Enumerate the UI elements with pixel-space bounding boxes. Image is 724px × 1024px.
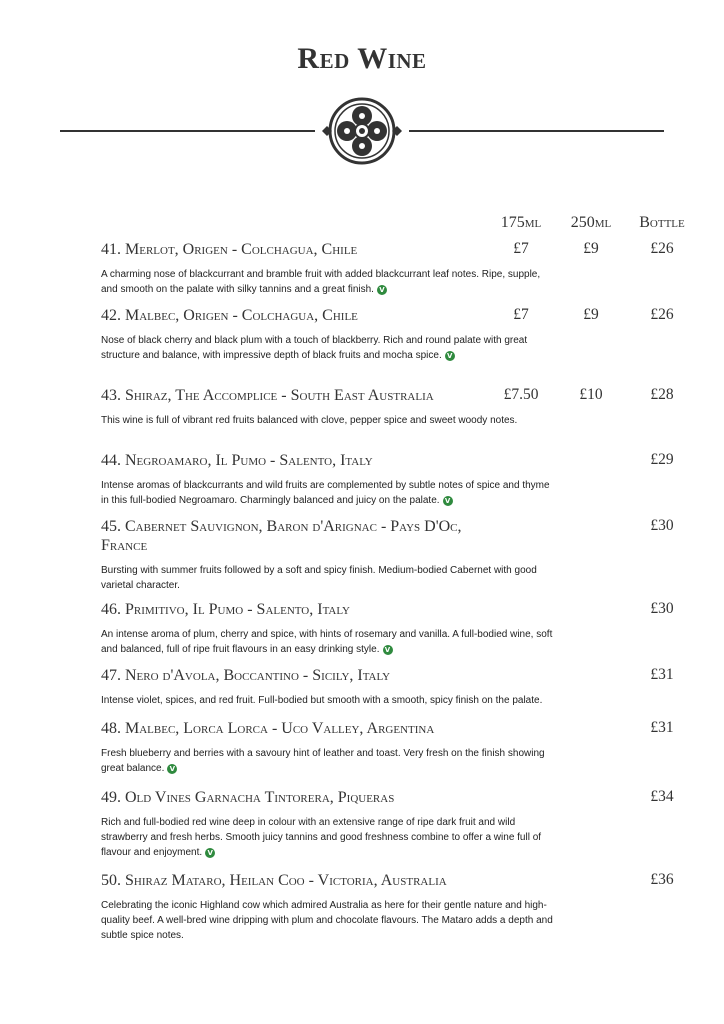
- wine-name: 43. Shiraz, The Accomplice - South East Australia: [101, 387, 434, 404]
- column-header-175ml: 175ml: [500, 214, 542, 231]
- wine-description-text: Nose of black cherry and black plum with a touch of blackberry. Rich and round palate with great structure and balance, with impressive depth of black fruits and mocha spice.: [101, 335, 528, 361]
- wine-description-text: Intense violet, spices, and red fruit. Full-bodied but smooth with a smooth, spicy finish on the palate.: [101, 695, 543, 706]
- wine-description-text: This wine is full of vibrant red fruits balanced with clove, pepper spice and sweet woody notes.: [101, 415, 518, 426]
- wine-description-text: Celebrating the iconic Highland cow which admired Australia as here for their gentle nature and high-quality beef. A well-bred wine dripping with plum and chocolate flavours. The Mataro adds a depth and subtle spice notes.: [101, 900, 553, 941]
- wine-description: [101, 563, 553, 593]
- price-175ml: £7: [513, 306, 529, 323]
- wine-description: [101, 333, 553, 363]
- wine-item: [101, 306, 701, 363]
- wine-description: [101, 746, 553, 776]
- wine-item: [101, 871, 701, 943]
- price-bottle: £31: [650, 666, 674, 683]
- wine-description: [101, 478, 553, 508]
- wine-name: 44. Negroamaro, Il Pumo - Salento, Italy: [101, 452, 373, 469]
- wine-name: 47. Nero d'Avola, Boccantino - Sicily, Italy: [101, 667, 391, 684]
- wine-description: [101, 413, 553, 428]
- vegan-icon: V: [445, 351, 455, 361]
- wine-description: [101, 815, 553, 860]
- price-bottle: £28: [650, 386, 674, 403]
- price-bottle: £30: [650, 600, 674, 617]
- wine-description: [101, 693, 553, 708]
- wine-item: [101, 788, 701, 860]
- price-250ml: £10: [579, 386, 603, 403]
- price-bottle: £26: [650, 306, 674, 323]
- wine-description: [101, 267, 553, 297]
- price-bottle: £34: [650, 788, 674, 805]
- price-250ml: £9: [583, 240, 599, 257]
- wine-name: 41. Merlot, Origen - Colchagua, Chile: [101, 241, 358, 258]
- wine-item: [101, 240, 701, 297]
- vegan-icon: V: [383, 645, 393, 655]
- vegan-icon: V: [167, 764, 177, 774]
- wine-name: 50. Shiraz Mataro, Heilan Coo - Victoria, Australia: [101, 872, 447, 889]
- ornament-divider: [60, 96, 664, 166]
- price-250ml: £9: [583, 306, 599, 323]
- wine-description-text: An intense aroma of plum, cherry and spice, with hints of rosemary and vanilla. A full-bodied wine, soft and balanced, full of ripe fruit flavours in an easy drinking style.: [101, 629, 553, 655]
- price-175ml: £7: [513, 240, 529, 257]
- vegan-icon: V: [443, 496, 453, 506]
- price-bottle: £26: [650, 240, 674, 257]
- column-header-250ml: 250ml: [570, 214, 612, 231]
- wine-name: 46. Primitivo, Il Pumo - Salento, Italy: [101, 601, 350, 618]
- wine-description-text: Intense aromas of blackcurrants and wild fruits are complemented by subtle notes of spice and thyme in this full-bodied Negroamaro. Charmingly balanced and juicy on the palate.: [101, 480, 550, 506]
- wine-item: [101, 386, 701, 428]
- wine-item: [101, 719, 701, 776]
- column-header-bottle: Bottle: [639, 214, 685, 231]
- wine-item: [101, 600, 701, 657]
- wine-item: [101, 451, 701, 508]
- price-bottle: £29: [650, 451, 674, 468]
- wine-description: [101, 898, 553, 943]
- price-175ml: £7.50: [503, 386, 539, 403]
- wine-description-text: A charming nose of blackcurrant and bramble fruit with added blackcurrant leaf notes. Ripe, supple, and smooth on the palate with silky tannins and a great finish.: [101, 269, 541, 295]
- wine-name: 49. Old Vines Garnacha Tintorera, Piqueras: [101, 789, 395, 806]
- wine-description: [101, 627, 553, 657]
- wine-description-text: Bursting with summer fruits followed by a soft and spicy finish. Medium-bodied Cabernet with good varietal character.: [101, 565, 537, 591]
- wine-description-text: Fresh blueberry and berries with a savoury hint of leather and toast. Very fresh on the finish showing great balance.: [101, 748, 545, 774]
- price-bottle: £36: [650, 871, 674, 888]
- wine-name: 45. Cabernet Sauvignon, Baron d'Arignac - Pays D'Oc, France: [101, 518, 462, 554]
- vegan-icon: V: [205, 848, 215, 858]
- vegan-icon: V: [377, 285, 387, 295]
- wine-name: 42. Malbec, Origen - Colchagua, Chile: [101, 307, 358, 324]
- wine-description-text: Rich and full-bodied red wine deep in colour with an extensive range of ripe dark fruit and wild strawberry and fresh herbs. Smooth juicy tannins and good freshness combine to offer a wine full of flavour and enjoyment.: [101, 817, 542, 858]
- wine-item: [101, 666, 701, 708]
- wine-item: [101, 517, 701, 593]
- wine-name: 48. Malbec, Lorca Lorca - Uco Valley, Argentina: [101, 720, 435, 737]
- price-bottle: £31: [650, 719, 674, 736]
- price-bottle: £30: [650, 517, 674, 534]
- page-title: Red Wine: [297, 42, 427, 75]
